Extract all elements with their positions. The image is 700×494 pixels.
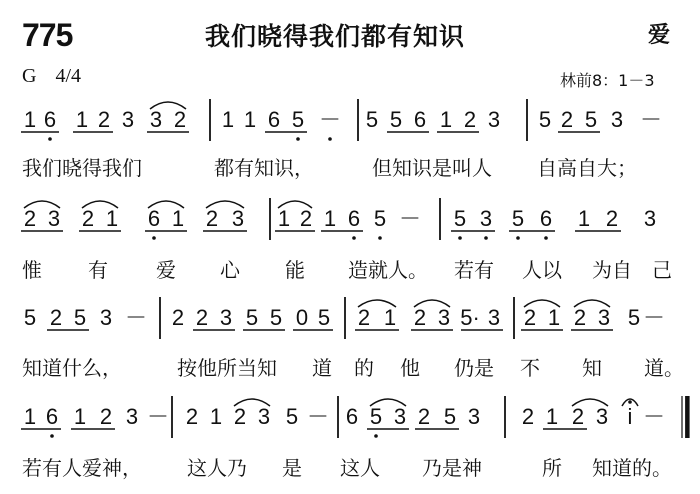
sustain-dash: －	[642, 404, 666, 429]
lyric-phrase: 但知识是叫人	[372, 156, 492, 180]
note: 6	[43, 107, 57, 132]
note: 6	[45, 404, 59, 429]
note: 6	[267, 107, 281, 132]
note: 3	[231, 206, 245, 231]
note: 2	[571, 404, 585, 429]
low-octave-dot	[374, 434, 378, 438]
note: 2	[173, 107, 187, 132]
sustain-dash: －	[642, 305, 666, 330]
lyric-phrase: 是	[282, 456, 302, 480]
lyric-phrase: 人以	[522, 258, 562, 282]
note: 1	[209, 404, 223, 429]
note: 6	[345, 404, 359, 429]
note: 6	[147, 206, 161, 231]
note: 2	[299, 206, 313, 231]
low-octave-dot	[352, 236, 356, 240]
lyric-phrase: 知道的。	[592, 456, 672, 480]
lyric-phrase: 知	[582, 356, 602, 380]
note: 3	[437, 305, 451, 330]
note: 1	[105, 206, 119, 231]
lyric-phrase: 若有	[454, 258, 494, 282]
note: 3	[219, 305, 233, 330]
low-octave-dot	[48, 137, 52, 141]
lyric-phrase: 按他所当知	[177, 356, 277, 380]
lyric-phrase: 这人	[340, 456, 380, 480]
note: 1	[243, 107, 257, 132]
lyrics-line-1	[22, 152, 672, 180]
lyric-phrase: 爱	[156, 258, 176, 282]
lyrics-line-3	[22, 352, 684, 380]
lyric-phrase: 惟	[22, 258, 42, 282]
note: 5	[269, 305, 283, 330]
low-octave-dot	[484, 236, 488, 240]
lyric-phrase: 自高自大；	[537, 156, 637, 180]
note: 5	[317, 305, 331, 330]
low-octave-dot	[378, 236, 382, 240]
note: 6	[413, 107, 427, 132]
note: 6	[539, 206, 553, 231]
note: 1	[545, 404, 559, 429]
note: 5·	[460, 305, 480, 330]
high-octave-dot	[628, 400, 632, 404]
low-octave-dot	[296, 137, 300, 141]
note: 2	[233, 404, 247, 429]
note: 3	[487, 305, 501, 330]
lyric-phrase: 所	[542, 456, 562, 480]
lyric-phrase: 的	[354, 356, 374, 380]
sustain-dash: －	[306, 404, 330, 429]
note: 2	[99, 404, 113, 429]
note: 5	[73, 305, 87, 330]
note: 3	[125, 404, 139, 429]
note: 3	[595, 404, 609, 429]
note: 2	[417, 404, 431, 429]
sustain-dash: －	[318, 107, 342, 132]
note: 3	[610, 107, 624, 132]
note: 3	[487, 107, 501, 132]
hymn-category: 爱	[648, 23, 671, 48]
note: 5	[291, 107, 305, 132]
note: 2	[573, 305, 587, 330]
lyrics-line-4	[22, 452, 672, 480]
lyric-phrase: 乃是神	[422, 456, 482, 480]
lyric-phrase: 道。	[644, 356, 684, 380]
note: 2	[49, 305, 63, 330]
low-octave-dot	[544, 236, 548, 240]
note: 3	[479, 206, 493, 231]
note: 5	[584, 107, 598, 132]
note: 1	[277, 206, 291, 231]
lyric-phrase: 这人乃	[187, 456, 247, 480]
lyric-phrase: 能	[285, 258, 305, 282]
note: 2	[97, 107, 111, 132]
note: 5	[538, 107, 552, 132]
note: 3	[257, 404, 271, 429]
note: 5	[373, 206, 387, 231]
note: 1	[23, 107, 37, 132]
lyric-phrase: 都有知识，	[214, 156, 314, 180]
note: 5	[443, 404, 457, 429]
lyric-phrase: 若有人爱神，	[22, 456, 142, 480]
lyric-phrase: 有	[88, 258, 108, 282]
note: 2	[523, 305, 537, 330]
note: 1	[73, 404, 87, 429]
low-octave-dot	[458, 236, 462, 240]
note: 3	[393, 404, 407, 429]
note: 5	[23, 305, 37, 330]
note: 1	[577, 206, 591, 231]
note: 2	[357, 305, 371, 330]
note: 2	[521, 404, 535, 429]
note: 2	[195, 305, 209, 330]
note: 1	[171, 206, 185, 231]
note: i	[627, 404, 633, 429]
note: 1	[547, 305, 561, 330]
note: 5	[389, 107, 403, 132]
note: 1	[439, 107, 453, 132]
note: 2	[413, 305, 427, 330]
note: 5	[285, 404, 299, 429]
note: 2	[171, 305, 185, 330]
sustain-dash: －	[639, 107, 663, 132]
lyric-phrase: 己	[652, 258, 672, 282]
note: 2	[185, 404, 199, 429]
sustain-dash: －	[398, 206, 422, 231]
lyric-phrase: 造就人。	[348, 258, 428, 282]
note: 5	[453, 206, 467, 231]
note: 2	[463, 107, 477, 132]
key-signature: G	[22, 65, 37, 87]
note: 3	[149, 107, 163, 132]
lyric-phrase: 知道什么，	[22, 356, 122, 380]
note: 3	[643, 206, 657, 231]
low-octave-dot	[152, 236, 156, 240]
lyric-phrase: 我们晓得我们	[22, 156, 142, 180]
note: 5	[511, 206, 525, 231]
note: 3	[99, 305, 113, 330]
scripture-reference: 林前8：1－3	[560, 71, 655, 90]
lyric-phrase: 为自	[592, 258, 632, 282]
low-octave-dot	[328, 137, 332, 141]
note: 1	[23, 404, 37, 429]
time-signature: 4/4	[55, 65, 82, 87]
note: 5	[245, 305, 259, 330]
note: 0	[295, 305, 309, 330]
lyric-phrase: 心	[220, 258, 240, 282]
lyrics-line-2	[22, 254, 672, 282]
note: 3	[47, 206, 61, 231]
hymn-number: 775	[22, 17, 73, 53]
note: 1	[75, 107, 89, 132]
note: 3	[467, 404, 481, 429]
hymn-title: 我们晓得我们都有知识	[205, 22, 466, 51]
note: 3	[597, 305, 611, 330]
note: 2	[81, 206, 95, 231]
note: 1	[383, 305, 397, 330]
lyric-phrase: 不	[520, 356, 540, 380]
note: 2	[560, 107, 574, 132]
note: 2	[205, 206, 219, 231]
note: 3	[121, 107, 135, 132]
low-octave-dot	[516, 236, 520, 240]
sustain-dash: －	[124, 305, 148, 330]
note: 6	[347, 206, 361, 231]
low-octave-dot	[50, 434, 54, 438]
lyric-phrase: 仍是	[454, 356, 494, 380]
note: 1	[221, 107, 235, 132]
note: 2	[605, 206, 619, 231]
lyric-phrase: 他	[400, 356, 420, 380]
note: 5	[627, 305, 641, 330]
note: 2	[23, 206, 37, 231]
note: 5	[369, 404, 383, 429]
note: 1	[323, 206, 337, 231]
note: 5	[365, 107, 379, 132]
lyric-phrase: 道	[312, 356, 332, 380]
sustain-dash: －	[146, 404, 170, 429]
